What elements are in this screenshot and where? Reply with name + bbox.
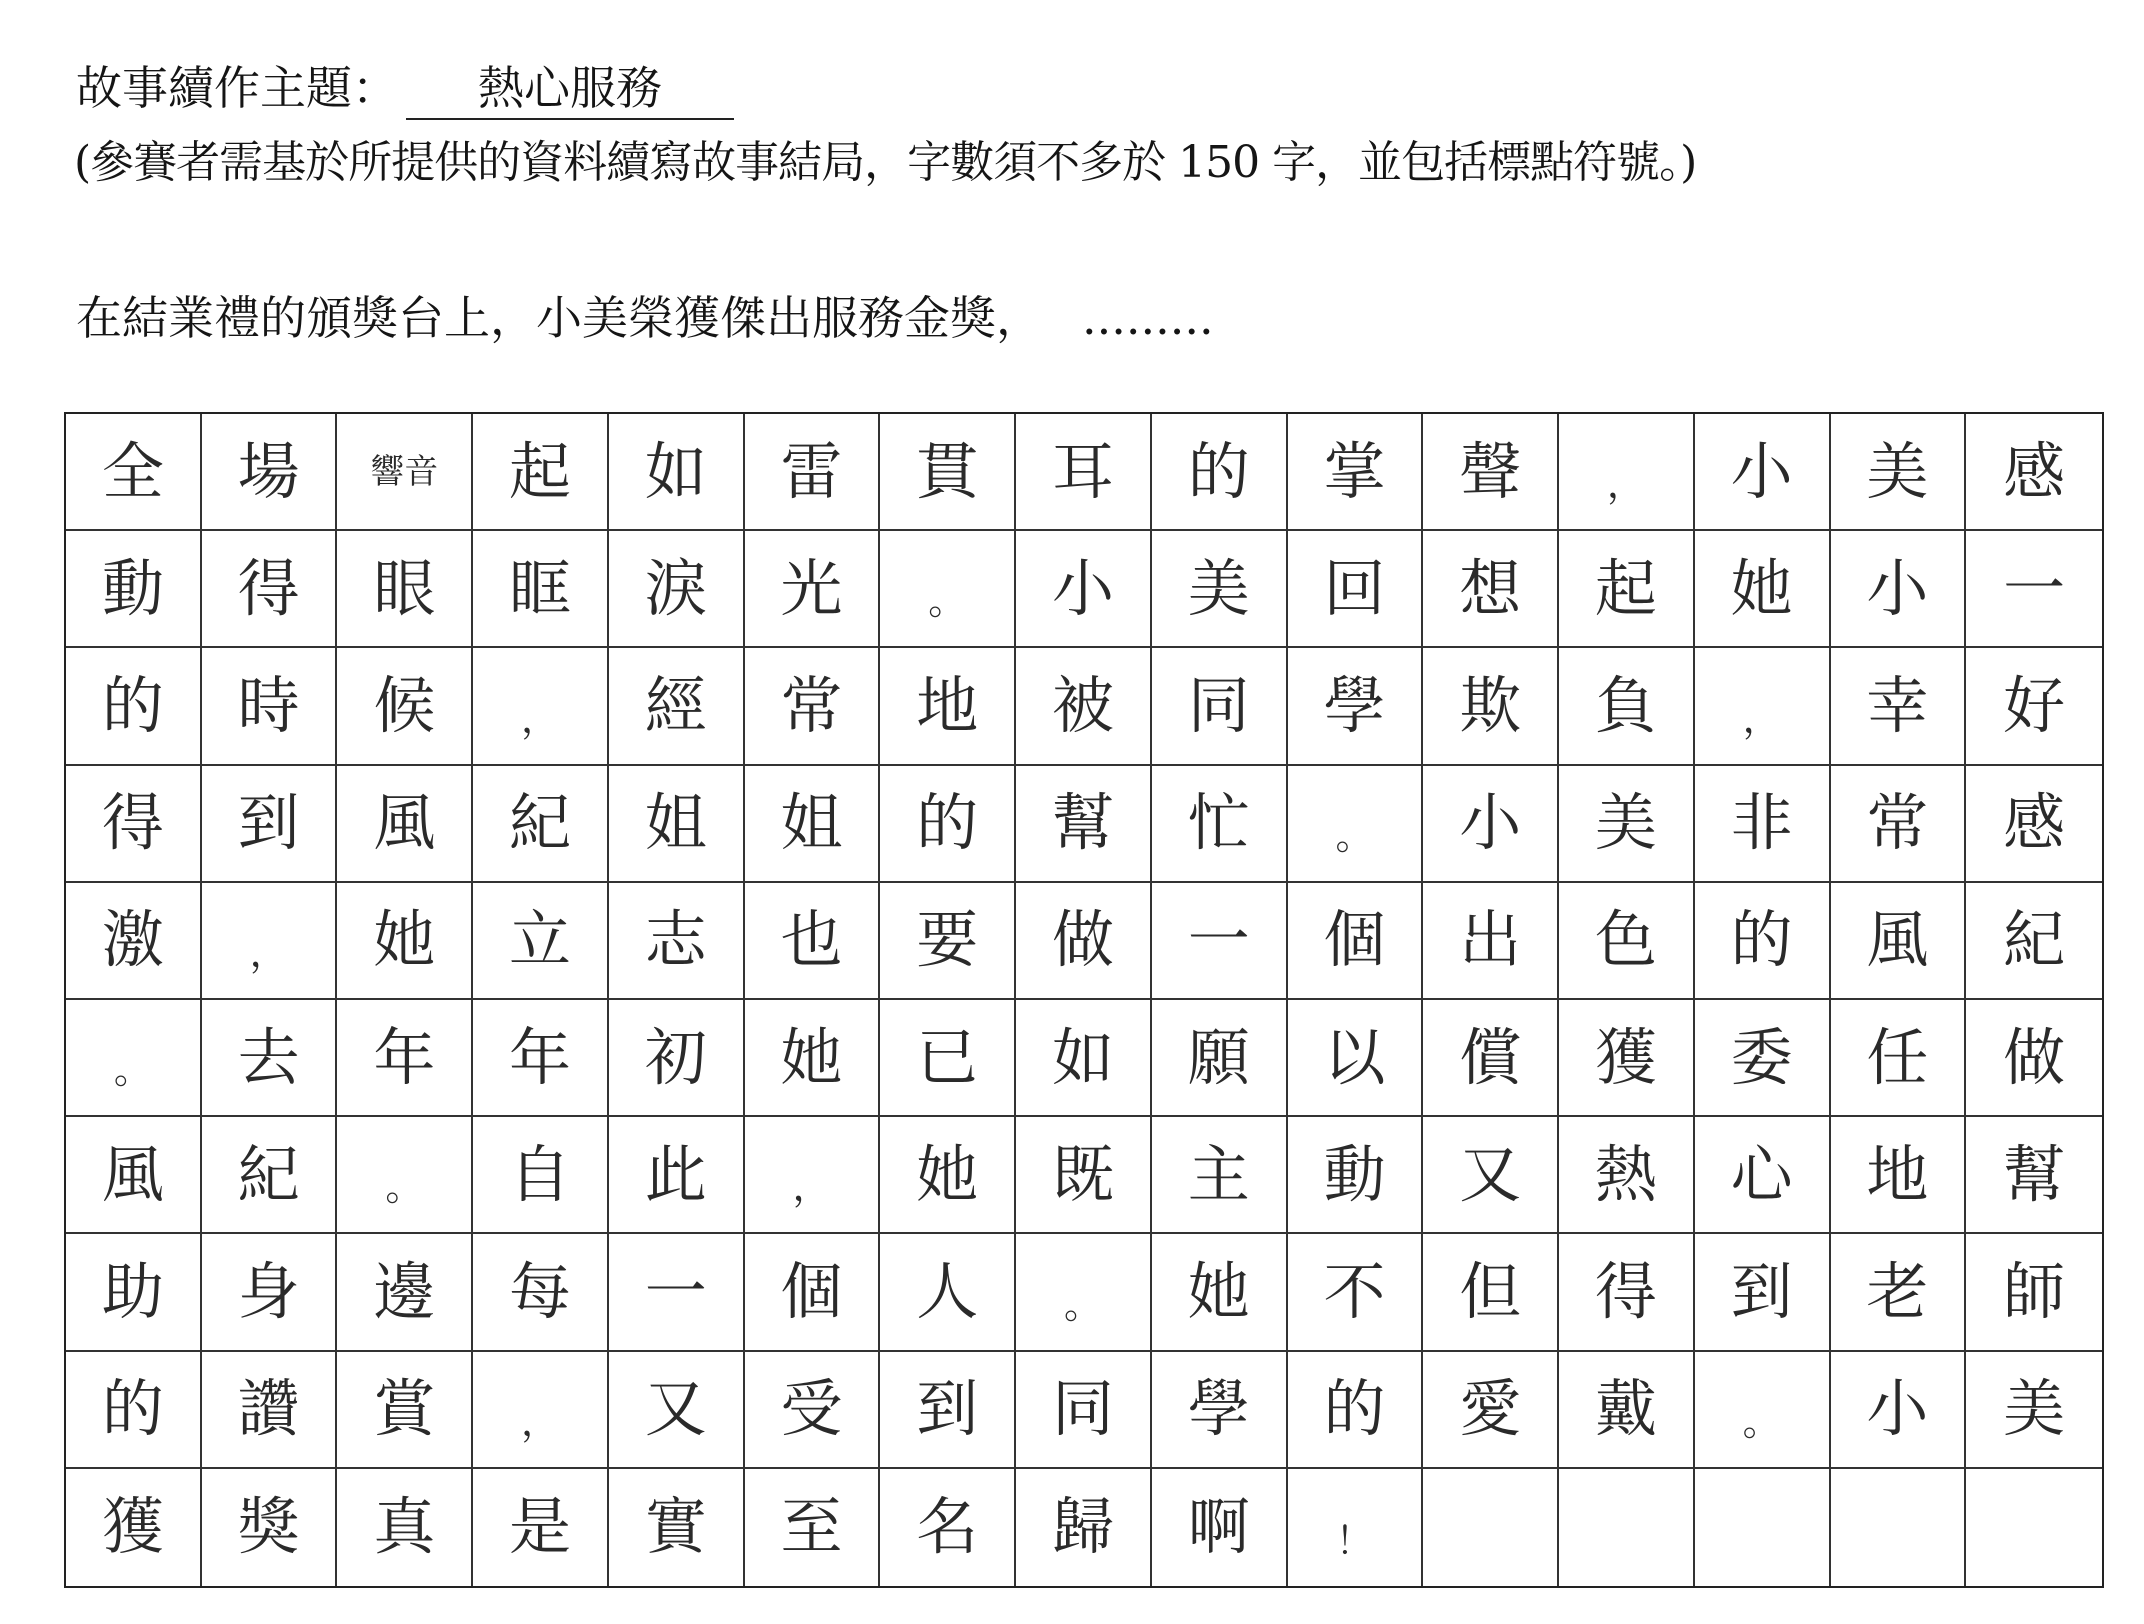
grid-cell: 的 — [880, 766, 1016, 883]
grid-cell — [1695, 1469, 1831, 1586]
grid-cell: 紀 — [202, 1117, 338, 1234]
grid-cell: 動 — [1288, 1117, 1424, 1234]
grid-cell: 如 — [609, 414, 745, 531]
grid-cell: 風 — [66, 1117, 202, 1234]
grid-cell: ， — [473, 648, 609, 765]
grid-cell: 歸 — [1016, 1469, 1152, 1586]
grid-cell: 負 — [1559, 648, 1695, 765]
grid-cell: 。 — [880, 531, 1016, 648]
grid-cell: 感 — [1966, 414, 2102, 531]
grid-cell: 志 — [609, 883, 745, 1000]
grid-cell: 她 — [337, 883, 473, 1000]
grid-cell: 但 — [1423, 1234, 1559, 1351]
grid-cell: 感 — [1966, 766, 2102, 883]
grid-cell: 耳 — [1016, 414, 1152, 531]
grid-cell: 全 — [66, 414, 202, 531]
grid-cell: 又 — [1423, 1117, 1559, 1234]
grid-cell: ， — [745, 1117, 881, 1234]
grid-cell: 邊 — [337, 1234, 473, 1351]
grid-cell: 忙 — [1152, 766, 1288, 883]
grid-cell: 。 — [1016, 1234, 1152, 1351]
grid-cell: ， — [1559, 414, 1695, 531]
grid-cell — [1831, 1469, 1967, 1586]
grid-cell: 到 — [1695, 1234, 1831, 1351]
grid-cell: 是 — [473, 1469, 609, 1586]
grid-cell: 出 — [1423, 883, 1559, 1000]
grid-cell: 償 — [1423, 1000, 1559, 1117]
grid-cell: 幫 — [1016, 766, 1152, 883]
grid-cell: 獎 — [202, 1469, 338, 1586]
topic-heading — [76, 52, 734, 120]
grid-cell: 願 — [1152, 1000, 1288, 1117]
grid-cell: 色 — [1559, 883, 1695, 1000]
grid-cell: 姐 — [745, 766, 881, 883]
grid-cell: 得 — [202, 531, 338, 648]
grid-cell: 幸 — [1831, 648, 1967, 765]
grid-cell: 以 — [1288, 1000, 1424, 1117]
grid-cell: 到 — [202, 766, 338, 883]
grid-cell: 立 — [473, 883, 609, 1000]
grid-cell: 美 — [1152, 531, 1288, 648]
grid-cell: 。 — [337, 1117, 473, 1234]
grid-cell: 被 — [1016, 648, 1152, 765]
grid-cell: 初 — [609, 1000, 745, 1117]
grid-cell: 響音 — [337, 414, 473, 531]
grid-cell: 起 — [473, 414, 609, 531]
grid-cell: 得 — [66, 766, 202, 883]
grid-cell: 同 — [1152, 648, 1288, 765]
grid-cell — [1559, 1469, 1695, 1586]
grid-cell: 她 — [1695, 531, 1831, 648]
grid-cell: 。 — [1288, 766, 1424, 883]
grid-cell: 賞 — [337, 1352, 473, 1469]
grid-cell: 委 — [1695, 1000, 1831, 1117]
grid-cell: 幫 — [1966, 1117, 2102, 1234]
grid-cell: 人 — [880, 1234, 1016, 1351]
grid-cell: 的 — [1152, 414, 1288, 531]
grid-cell: 小 — [1831, 1352, 1967, 1469]
grid-cell: 獲 — [1559, 1000, 1695, 1117]
grid-cell: 助 — [66, 1234, 202, 1351]
grid-cell: 動 — [66, 531, 202, 648]
grid-cell: 熱 — [1559, 1117, 1695, 1234]
grid-cell: 也 — [745, 883, 881, 1000]
grid-cell: 小 — [1016, 531, 1152, 648]
grid-cell: 激 — [66, 883, 202, 1000]
instructions-text: (參賽者需基於所提供的資料續寫故事結局，字數須不多於 150 字，並包括標點符號。) — [74, 137, 1697, 188]
grid-cell: 已 — [880, 1000, 1016, 1117]
grid-cell: 同 — [1016, 1352, 1152, 1469]
topic-label: 故事續作主題： — [76, 61, 398, 115]
grid-cell: 貫 — [880, 414, 1016, 531]
answer-grid — [64, 412, 2104, 1588]
grid-cell: 眶 — [473, 531, 609, 648]
grid-cell: 她 — [1152, 1234, 1288, 1351]
grid-cell: 得 — [1559, 1234, 1695, 1351]
grid-cell: 讚 — [202, 1352, 338, 1469]
grid-cell: 的 — [1695, 883, 1831, 1000]
grid-cell: 的 — [66, 648, 202, 765]
grid-cell: 姐 — [609, 766, 745, 883]
grid-cell: 一 — [1966, 531, 2102, 648]
grid-cell: 。 — [66, 1000, 202, 1117]
grid-cell: 師 — [1966, 1234, 2102, 1351]
grid-cell: 又 — [609, 1352, 745, 1469]
grid-cell: 到 — [880, 1352, 1016, 1469]
grid-cell: 身 — [202, 1234, 338, 1351]
grid-cell: 名 — [880, 1469, 1016, 1586]
grid-cell: 心 — [1695, 1117, 1831, 1234]
grid-cell: 學 — [1152, 1352, 1288, 1469]
grid-cell: ！ — [1288, 1469, 1424, 1586]
grid-cell: 每 — [473, 1234, 609, 1351]
grid-cell: 常 — [1831, 766, 1967, 883]
grid-cell: 小 — [1831, 531, 1967, 648]
grid-cell: 任 — [1831, 1000, 1967, 1117]
grid-cell: ， — [202, 883, 338, 1000]
grid-cell: 地 — [880, 648, 1016, 765]
grid-cell: 經 — [609, 648, 745, 765]
grid-cell: 美 — [1966, 1352, 2102, 1469]
grid-cell: 她 — [745, 1000, 881, 1117]
grid-cell: 紀 — [1966, 883, 2102, 1000]
grid-cell: 。 — [1695, 1352, 1831, 1469]
grid-cell: 場 — [202, 414, 338, 531]
grid-cell: 的 — [1288, 1352, 1424, 1469]
grid-cell: 風 — [1831, 883, 1967, 1000]
grid-cell: 小 — [1423, 766, 1559, 883]
grid-cell: 小 — [1695, 414, 1831, 531]
grid-cell: 的 — [66, 1352, 202, 1469]
grid-cell — [1423, 1469, 1559, 1586]
grid-cell: 主 — [1152, 1117, 1288, 1234]
grid-cell: 做 — [1966, 1000, 2102, 1117]
grid-cell: 一 — [609, 1234, 745, 1351]
grid-cell: 聲 — [1423, 414, 1559, 531]
story-prompt — [76, 282, 1214, 348]
grid-cell: ， — [473, 1352, 609, 1469]
grid-cell: 欺 — [1423, 648, 1559, 765]
grid-cell: 老 — [1831, 1234, 1967, 1351]
grid-cell: 要 — [880, 883, 1016, 1000]
grid-cell: 她 — [880, 1117, 1016, 1234]
grid-cell: 年 — [473, 1000, 609, 1117]
grid-cell: 年 — [337, 1000, 473, 1117]
prompt-text: 在結業禮的頒獎台上，小美榮獲傑出服務金獎， — [76, 291, 1042, 345]
grid-cell: 此 — [609, 1117, 745, 1234]
grid-cell: 光 — [745, 531, 881, 648]
grid-cell: 起 — [1559, 531, 1695, 648]
grid-cell: 個 — [745, 1234, 881, 1351]
grid-cell: 不 — [1288, 1234, 1424, 1351]
grid-cell: 既 — [1016, 1117, 1152, 1234]
grid-cell: 真 — [337, 1469, 473, 1586]
grid-cell: 紀 — [473, 766, 609, 883]
grid-cell: 獲 — [66, 1469, 202, 1586]
grid-cell: 自 — [473, 1117, 609, 1234]
grid-cell: 雷 — [745, 414, 881, 531]
grid-cell: 非 — [1695, 766, 1831, 883]
grid-cell: 實 — [609, 1469, 745, 1586]
grid-cell: 做 — [1016, 883, 1152, 1000]
grid-cell: 受 — [745, 1352, 881, 1469]
grid-cell: 淚 — [609, 531, 745, 648]
topic-value: 熱心服務 — [406, 52, 734, 120]
grid-cell: 去 — [202, 1000, 338, 1117]
grid-cell: 個 — [1288, 883, 1424, 1000]
grid-cell: 候 — [337, 648, 473, 765]
grid-cell: ， — [1695, 648, 1831, 765]
grid-cell: 戴 — [1559, 1352, 1695, 1469]
grid-cell: 啊 — [1152, 1469, 1288, 1586]
grid-cell: 學 — [1288, 648, 1424, 765]
grid-cell: 至 — [745, 1469, 881, 1586]
grid-cell: 回 — [1288, 531, 1424, 648]
grid-cell: 地 — [1831, 1117, 1967, 1234]
grid-cell: 常 — [745, 648, 881, 765]
grid-cell: 美 — [1831, 414, 1967, 531]
grid-cell: 眼 — [337, 531, 473, 648]
grid-cell: 愛 — [1423, 1352, 1559, 1469]
grid-cell — [1966, 1469, 2102, 1586]
grid-cell: 掌 — [1288, 414, 1424, 531]
grid-cell: 美 — [1559, 766, 1695, 883]
grid-cell: 好 — [1966, 648, 2102, 765]
grid-cell: 如 — [1016, 1000, 1152, 1117]
grid-cell: 風 — [337, 766, 473, 883]
prompt-ellipsis: ......... — [1082, 291, 1214, 345]
grid-cell: 一 — [1152, 883, 1288, 1000]
grid-cell: 時 — [202, 648, 338, 765]
grid-cell: 想 — [1423, 531, 1559, 648]
